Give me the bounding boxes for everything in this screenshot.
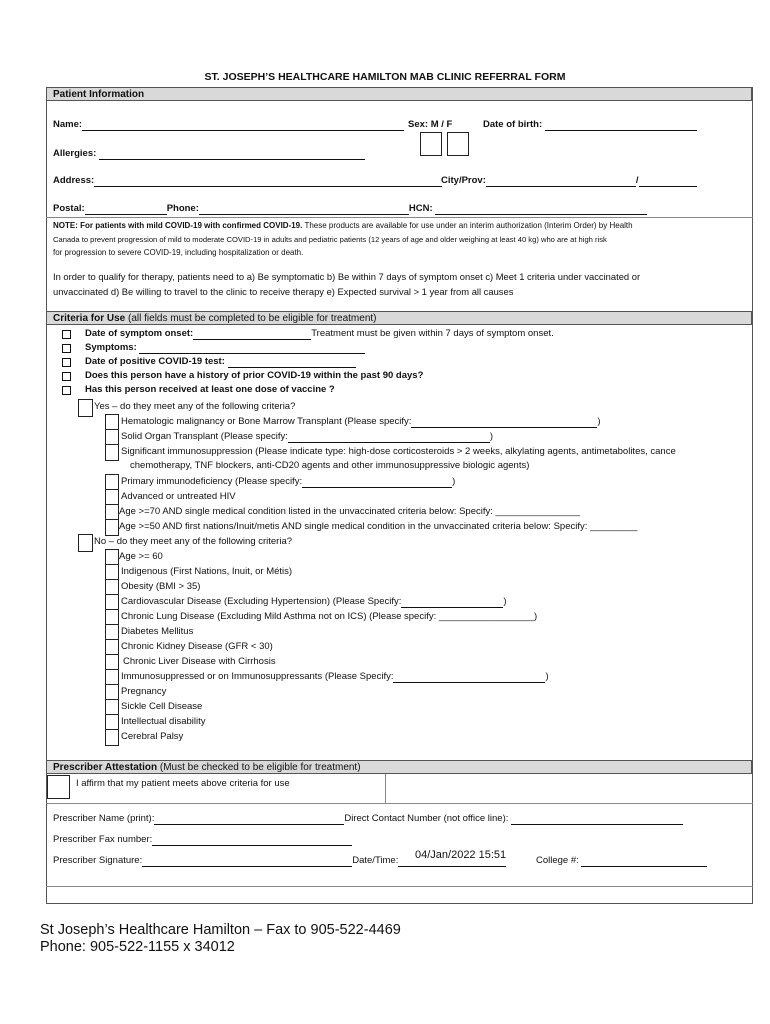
no-item-liver: Chronic Liver Disease with Cirrhosis	[123, 656, 276, 667]
patient-information-header: Patient Information	[46, 87, 752, 101]
vaccine-label: Has this person received at least one dose of vaccine ?	[85, 384, 335, 395]
no-item-pregnancy: Pregnancy	[121, 686, 167, 697]
no-item-cardiovascular: Cardiovascular Disease (Excluding Hypertension) (Please Specify: )	[121, 596, 507, 607]
hcn-field[interactable]	[435, 204, 647, 215]
no-checkbox[interactable]	[78, 534, 93, 552]
positive-test-field[interactable]	[228, 357, 356, 368]
yes-item-age50: Age >=50 AND first nations/Inuit/metis AND single medical condition in the unvaccinated criteria below: Specify: _________	[119, 521, 638, 532]
no-item-indigenous: Indigenous (First Nations, Inuit, or Métis)	[121, 566, 293, 577]
no-item-intellectual: Intellectual disability	[121, 716, 206, 727]
yes-item-immunosuppression-cont: chemotherapy, TNF blockers, anti-CD20 agents and other immunosuppressive biologic agents)	[130, 460, 530, 471]
footer-phone: Phone: 905-522-1155 x 34012	[40, 939, 235, 955]
contact-label: Direct Contact Number (not office line):	[344, 813, 509, 824]
criteria-checkbox-onset[interactable]	[62, 330, 71, 339]
no-item-kidney: Chronic Kidney Disease (GFR < 30)	[121, 641, 273, 652]
no-item-age60: Age >= 60	[119, 551, 163, 562]
affirm-divider	[385, 774, 386, 804]
name-label: Name:	[53, 119, 404, 131]
yes-item-hiv: Advanced or untreated HIV	[121, 491, 236, 502]
prescriber-name-label: Prescriber Name (print): Direct Contact Number (not office line):	[53, 813, 683, 825]
footer-fax: St Joseph’s Healthcare Hamilton – Fax to 905-522-4469	[40, 922, 401, 938]
symptoms-field[interactable]	[139, 343, 365, 354]
dob-field[interactable]	[545, 120, 697, 131]
positive-test-label: Date of positive COVID-19 test:	[85, 356, 356, 368]
address-field[interactable]	[94, 176, 442, 187]
qualify-line-1: In order to qualify for therapy, patients need to a) Be symptomatic b) Be within 7 days of symptom onset c) Meet 1 criteria under vaccinated or	[53, 271, 641, 282]
no-item-checkbox[interactable]	[105, 729, 119, 746]
primary-immuno-specify-field[interactable]	[302, 477, 452, 488]
qualify-line-2: unvaccinated d) Be willing to travel to the clinic to receive therapy e) Expected survival > 1 year from all causes	[53, 286, 514, 297]
sex-male-checkbox[interactable]	[420, 132, 442, 156]
prior-covid-label: Does this person have a history of prior COVID-19 within the past 90 days?	[85, 370, 424, 381]
datetime-label: Date/Time:	[352, 855, 399, 866]
yes-item-checkbox[interactable]	[105, 519, 119, 536]
hematologic-specify-field[interactable]	[411, 417, 597, 428]
no-item-diabetes: Diabetes Mellitus	[121, 626, 194, 637]
prescriber-fax-field[interactable]	[152, 835, 352, 846]
postal-label: Postal: Phone: HCN:	[53, 203, 647, 215]
yes-item-primary-immunodeficiency: Primary immunodeficiency (Please specify: )	[121, 476, 456, 487]
affirm-checkbox[interactable]	[47, 775, 70, 799]
criteria-header: Criteria for Use (all fields must be completed to be eligible for treatment)	[46, 311, 752, 325]
college-field[interactable]	[581, 856, 707, 867]
note-line-1: NOTE: For patients with mild COVID-19 with confirmed COVID-19. These products are available for use under an interim authorization (Interim Order) by Health	[53, 221, 633, 230]
no-item-obesity: Obesity (BMI > 35)	[121, 581, 201, 592]
no-item-immunosuppressed: Immunosuppressed or on Immunosuppressants (Please Specify: )	[121, 671, 549, 682]
allergies-field[interactable]	[99, 149, 365, 160]
address-label: Address:	[53, 175, 442, 187]
treatment-note: Treatment must be given within 7 days of symptom onset.	[311, 328, 554, 339]
sex-label: Sex: M / F	[408, 119, 453, 130]
immunosuppressed-specify-field[interactable]	[393, 672, 545, 683]
criteria-checkbox-symptoms[interactable]	[62, 344, 71, 353]
yes-checkbox[interactable]	[78, 399, 93, 417]
prescriber-signature-field[interactable]	[142, 856, 352, 867]
symptom-onset-field[interactable]	[193, 329, 311, 340]
yes-item-immunosuppression: Significant immunosuppression (Please indicate type: high-dose corticosteroids > 2 weeks, alkylating agents, antimetabolites, cance	[121, 446, 676, 457]
note-line-3: for progression to severe COVID-19, including hospitalization or death.	[53, 248, 304, 257]
no-item-cerebral-palsy: Cerebral Palsy	[121, 731, 184, 742]
symptom-onset-label: Date of symptom onset: Treatment must be given within 7 days of symptom onset.	[85, 328, 554, 339]
sex-female-checkbox[interactable]	[447, 132, 469, 156]
divider	[46, 217, 753, 218]
prescriber-signature-label: Prescriber Signature: Date/Time:	[53, 855, 506, 867]
form-title: ST. JOSEPH’S HEALTHCARE HAMILTON MAB CLINIC REFERRAL FORM	[204, 71, 566, 83]
no-item-lung: Chronic Lung Disease (Excluding Mild Asthma not on ICS) (Please specify: __________________)	[121, 611, 538, 622]
college-label: College #:	[536, 855, 707, 867]
province-field[interactable]	[639, 176, 697, 187]
dob-label: Date of birth:	[483, 119, 697, 131]
hcn-label: HCN:	[408, 203, 433, 214]
postal-field[interactable]	[85, 204, 167, 215]
name-field[interactable]	[82, 120, 404, 131]
prescriber-name-field[interactable]	[154, 814, 344, 825]
affirm-text: I affirm that my patient meets above criteria for use	[76, 778, 290, 789]
city-label: City/Prov: /	[441, 175, 697, 187]
yes-item-age70: Age >=70 AND single medical condition listed in the unvaccinated criteria below: Specify: ________________	[119, 506, 581, 517]
criteria-checkbox-positive-test[interactable]	[62, 358, 71, 367]
divider	[46, 886, 753, 887]
no-label: No – do they meet any of the following criteria?	[94, 536, 293, 547]
yes-item-hematologic: Hematologic malignancy or Bone Marrow Transplant (Please specify: )	[121, 416, 601, 427]
no-item-sickle-cell: Sickle Cell Disease	[121, 701, 203, 712]
yes-label: Yes – do they meet any of the following criteria?	[94, 401, 296, 412]
phone-label: Phone:	[166, 203, 199, 214]
solid-organ-specify-field[interactable]	[288, 432, 490, 443]
prescriber-fax-label: Prescriber Fax number:	[53, 834, 352, 846]
yes-item-solid-organ: Solid Organ Transplant (Please specify: )	[121, 431, 494, 442]
criteria-checkbox-prior-covid[interactable]	[62, 372, 71, 381]
yes-item-checkbox[interactable]	[105, 444, 119, 461]
phone-field[interactable]	[199, 204, 409, 215]
city-field[interactable]	[486, 176, 636, 187]
prescriber-header: Prescriber Attestation (Must be checked to be eligible for treatment)	[46, 760, 752, 774]
symptoms-label: Symptoms:	[85, 342, 365, 354]
note-line-2: Canada to prevent progression of mild to moderate COVID-19 in adults and pediatric patients (12 years of age and older weighing at least 40 kg) who are at high risk	[53, 235, 607, 244]
datetime-value: 04/Jan/2022 15:51	[415, 849, 507, 861]
cardiovascular-specify-field[interactable]	[401, 597, 503, 608]
contact-field[interactable]	[511, 814, 683, 825]
allergies-label: Allergies:	[53, 148, 365, 160]
criteria-checkbox-vaccine[interactable]	[62, 386, 71, 395]
